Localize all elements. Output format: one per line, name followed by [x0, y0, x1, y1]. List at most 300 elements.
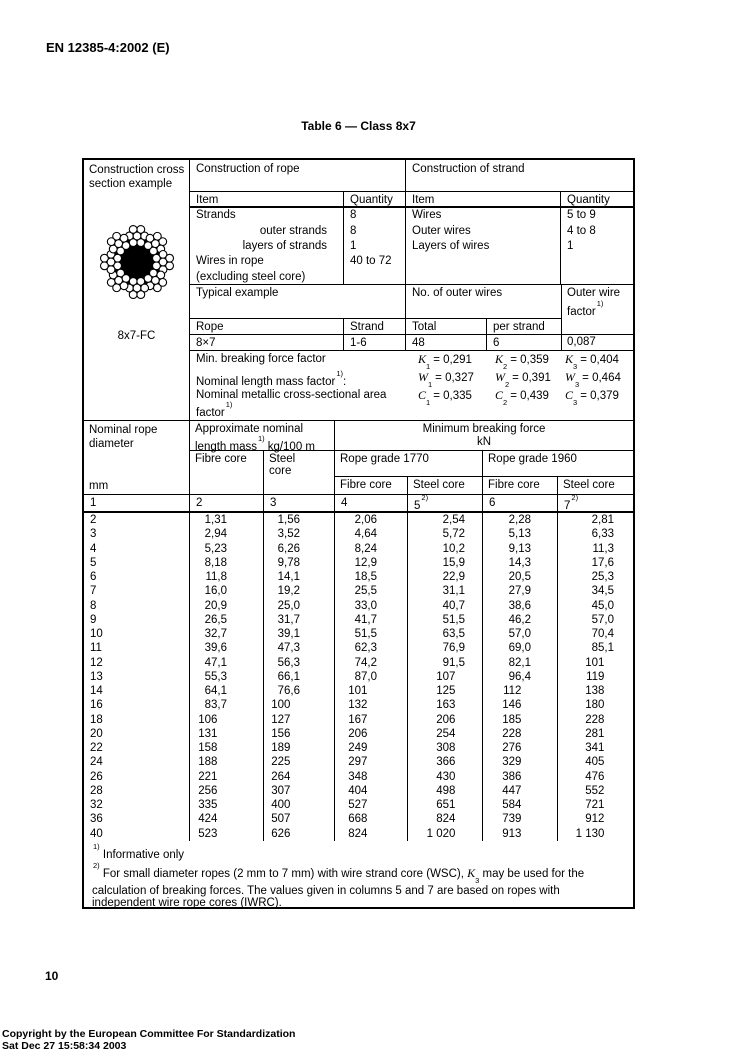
- value-cell: [190, 755, 264, 769]
- cell-value: 138: [585, 685, 605, 697]
- cell-value: 127: [271, 713, 291, 726]
- value-cell: [408, 641, 483, 655]
- footnote-1-text: Informative only: [102, 848, 185, 861]
- cell-value: 18: [90, 713, 103, 726]
- column-number-text: 7: [564, 499, 571, 512]
- factor-row: [190, 389, 633, 420]
- cell-value: 87,0: [354, 670, 377, 683]
- value-cell: [558, 599, 633, 613]
- table-row: [84, 684, 633, 698]
- value-cell: [408, 584, 483, 598]
- diameter-header: Nominal rope diameter: [89, 424, 158, 450]
- value-cell: [264, 827, 335, 841]
- table-row: [84, 670, 633, 684]
- factor-row: [190, 353, 633, 371]
- cell-value: 424: [198, 813, 218, 826]
- construction-header-row: [190, 160, 633, 192]
- cell-value: 405: [585, 756, 605, 769]
- outer-wire-factor-value: 0,087: [561, 335, 633, 350]
- value-cell: [335, 670, 408, 684]
- factor-value: [561, 389, 633, 420]
- standard-reference: EN 12385-4:2002 (E): [46, 40, 170, 55]
- factor-label-text: Nominal length mass factor: [196, 375, 336, 388]
- factor-label: [190, 353, 406, 371]
- factor-symbol: C: [495, 387, 504, 402]
- footnote-2: [92, 861, 621, 910]
- cell-value: 11,8: [205, 571, 227, 583]
- value-cell: [190, 656, 264, 670]
- value-cell: [483, 798, 558, 812]
- cell-value: 281: [585, 727, 605, 740]
- factor-number: = 0,327: [435, 371, 474, 384]
- cross-section-label: Construction cross section example: [89, 164, 185, 190]
- factor-subscript: 2: [503, 397, 508, 407]
- value-cell: [483, 827, 558, 841]
- value-cell: [483, 684, 558, 698]
- table-row: [84, 798, 633, 812]
- cell-value: 83,7: [204, 699, 227, 712]
- cell-value: 163: [436, 699, 456, 712]
- factor-number: = 0,391: [512, 371, 551, 384]
- value-cell: [408, 812, 483, 826]
- grade-1960-header: Rope grade 1960: [488, 453, 577, 465]
- value-cell: [483, 542, 558, 556]
- cell-value: 12,9: [354, 556, 377, 569]
- table-row: [84, 698, 633, 712]
- value-cell: [190, 684, 264, 698]
- table-row: [84, 570, 633, 584]
- cell-value: 264: [271, 770, 291, 783]
- value-cell: [335, 784, 408, 798]
- force-header: [335, 421, 633, 451]
- factor-symbol: K: [565, 352, 574, 367]
- cell-value: 146: [502, 699, 522, 712]
- cell-value: 63,5: [442, 628, 465, 640]
- factor-symbol: C: [418, 387, 427, 402]
- table-row: [84, 741, 633, 755]
- cell-value: 2,06: [354, 514, 377, 526]
- value-cell: [264, 613, 335, 627]
- cell-value: 8: [90, 599, 97, 612]
- column-number-text: 5: [414, 499, 421, 512]
- value-cell: [264, 641, 335, 655]
- value-cell: [190, 556, 264, 570]
- cell-value: 6,26: [277, 542, 300, 555]
- cell-value: 107: [436, 670, 456, 683]
- column-number-text: 6: [489, 497, 496, 509]
- cell-value: 523: [198, 827, 218, 840]
- diameter-cell: [84, 684, 190, 698]
- table-row: [84, 556, 633, 570]
- cell-value: 14: [90, 685, 103, 697]
- table-row: [84, 713, 633, 727]
- cell-value: 297: [348, 756, 368, 769]
- table-row: [84, 727, 633, 741]
- cell-value: 6: [90, 571, 97, 583]
- cell-value: 6,33: [591, 528, 614, 541]
- cell-value: 55,3: [204, 670, 227, 683]
- table-row: [84, 770, 633, 784]
- cell-value: 5,13: [508, 528, 531, 541]
- force-core-subheaders: [335, 477, 633, 494]
- cell-value: 2: [90, 514, 97, 526]
- diameter-cell: [84, 812, 190, 826]
- mass-column-group: [190, 421, 335, 494]
- cell-value: 228: [502, 727, 522, 740]
- value-cell: [558, 827, 633, 841]
- cell-value: 2,28: [508, 514, 531, 526]
- value-cell: [190, 670, 264, 684]
- cell-value: 39,6: [204, 642, 227, 655]
- factor-symbol: W: [495, 369, 505, 384]
- per-strand-col-header: per strand: [493, 321, 545, 334]
- cell-value: 507: [271, 813, 291, 826]
- cell-value: 38,6: [508, 599, 531, 612]
- value-cell: [264, 599, 335, 613]
- factor-number: = 0,439: [510, 389, 549, 402]
- factor-label-text: Nominal metallic cross-sectional area factor: [196, 388, 387, 419]
- strand-construction-header: Construction of strand: [412, 163, 525, 175]
- value-cell: [483, 599, 558, 613]
- factor-number: = 0,379: [580, 389, 619, 402]
- value-cell: [558, 755, 633, 769]
- value-cell: [190, 641, 264, 655]
- cell-value: 225: [271, 756, 291, 769]
- cell-value: 7: [90, 585, 97, 598]
- value-cell: [335, 556, 408, 570]
- diameter-cell: [84, 542, 190, 556]
- value-cell: [408, 684, 483, 698]
- value-cell: [558, 513, 633, 527]
- cell-value: 249: [348, 742, 368, 754]
- cell-value: 404: [348, 784, 368, 797]
- cell-value: 206: [348, 727, 368, 740]
- column-number-text: 1: [90, 497, 97, 509]
- value-cell: [264, 670, 335, 684]
- cell-value: 626: [271, 827, 291, 840]
- diameter-cell: [84, 784, 190, 798]
- cell-value: 824: [348, 827, 368, 840]
- value-cell: [264, 542, 335, 556]
- cell-value: 1,31: [204, 514, 227, 526]
- value-cell: [558, 684, 633, 698]
- cell-value: 31,7: [277, 613, 300, 626]
- rope-col-header: Rope: [190, 319, 344, 334]
- diameter-cell: [84, 570, 190, 584]
- cell-value: 40: [90, 827, 103, 840]
- cell-value: 76,6: [277, 685, 300, 697]
- cell-value: 1 130: [575, 827, 605, 840]
- value-cell: [264, 627, 335, 641]
- construction-quantity: 1: [567, 240, 574, 253]
- footnote-marker: 2): [421, 493, 429, 502]
- value-cell: [190, 798, 264, 812]
- cell-value: 584: [502, 799, 522, 811]
- value-cell: [558, 641, 633, 655]
- value-cell: [408, 527, 483, 541]
- construction-item: outer strands: [259, 224, 327, 237]
- rope-cross-section-drawing: [99, 224, 175, 300]
- footnotes: [84, 841, 633, 913]
- cell-value: 25,3: [591, 571, 614, 583]
- cell-value: 57,0: [508, 628, 531, 640]
- cell-value: 167: [348, 713, 368, 726]
- value-cell: [335, 713, 408, 727]
- construction-item: (excluding steel core): [196, 270, 306, 283]
- value-cell: [335, 755, 408, 769]
- construction-item: Wires in rope: [196, 255, 264, 268]
- value-cell: [264, 698, 335, 712]
- footnote-marker: 1): [93, 842, 100, 851]
- cell-value: 10: [90, 628, 103, 640]
- factor-number: = 0,335: [433, 389, 472, 402]
- construction-item: Wires: [412, 209, 442, 222]
- cell-value: 112: [503, 685, 522, 697]
- cell-value: 206: [436, 713, 456, 726]
- cell-value: 62,3: [354, 642, 377, 655]
- diameter-cell: [84, 713, 190, 727]
- diameter-cell: [84, 641, 190, 655]
- value-cell: [335, 684, 408, 698]
- value-cell: [264, 755, 335, 769]
- cell-value: 158: [198, 742, 218, 754]
- strand-col-header: Strand: [344, 319, 406, 334]
- value-cell: [558, 784, 633, 798]
- construction-item: Outer wires: [412, 224, 471, 237]
- value-cell: [558, 570, 633, 584]
- diameter-unit: mm: [89, 480, 109, 492]
- column-number: [84, 495, 190, 511]
- footnote-1: [92, 842, 621, 861]
- per-strand-value: 6: [493, 337, 500, 350]
- diameter-cell: [84, 798, 190, 812]
- cell-value: 66,1: [277, 670, 300, 683]
- value-cell: [408, 570, 483, 584]
- construction-quantity: 40 to 72: [350, 255, 392, 268]
- mass-header: [190, 421, 334, 454]
- value-cell: [483, 713, 558, 727]
- cell-value: 3: [90, 528, 97, 541]
- value-cell: [558, 770, 633, 784]
- value-cell: [408, 513, 483, 527]
- diameter-cell: [84, 599, 190, 613]
- value-cell: [483, 570, 558, 584]
- total-col-header: Total: [406, 319, 487, 334]
- cell-value: 91,5: [442, 656, 465, 669]
- table-row: [84, 584, 633, 598]
- value-cell: [264, 727, 335, 741]
- strand-item-header: Item: [406, 192, 561, 206]
- value-cell: [190, 627, 264, 641]
- mass-core-subheaders: [190, 451, 334, 494]
- cell-value: 276: [502, 742, 522, 754]
- value-cell: [408, 698, 483, 712]
- cell-value: 5,72: [442, 528, 465, 541]
- cell-value: 70,4: [591, 628, 614, 640]
- diameter-cell: [84, 727, 190, 741]
- fibre-core-header: Fibre core: [190, 451, 264, 494]
- table-title: Table 6 — Class 8x7: [301, 119, 416, 133]
- value-cell: [483, 698, 558, 712]
- value-cell: [558, 542, 633, 556]
- value-cell: [558, 613, 633, 627]
- typical-example-header: Typical example: [190, 285, 406, 318]
- cell-value: 9,13: [508, 542, 531, 555]
- table-row: [84, 599, 633, 613]
- cell-value: 76,9: [442, 642, 465, 655]
- cell-value: 913: [502, 827, 522, 840]
- cell-value: 19,2: [277, 585, 300, 598]
- grade-1770-header: Rope grade 1770: [335, 451, 483, 476]
- cell-value: 17,6: [591, 556, 614, 569]
- cell-value: 5: [90, 556, 97, 569]
- value-cell: [264, 812, 335, 826]
- rope-designation: 8x7-FC: [117, 330, 156, 342]
- value-cell: [408, 798, 483, 812]
- fibre-core-header: Fibre core: [335, 477, 408, 494]
- diameter-cell: [84, 527, 190, 541]
- rope-items-cell: [190, 208, 344, 284]
- value-cell: [408, 784, 483, 798]
- factor-subscript: 1: [428, 379, 433, 389]
- column-number-text: 2: [196, 497, 203, 509]
- factor-subscript: 3: [575, 379, 580, 389]
- factor-label-text: Min. breaking force factor: [196, 353, 326, 366]
- table-row: [84, 656, 633, 670]
- table-row: [84, 527, 633, 541]
- cell-value: 498: [436, 784, 456, 797]
- cell-value: 18,5: [354, 571, 377, 583]
- cell-value: 26,5: [204, 613, 227, 626]
- footnote-marker: 1): [225, 399, 233, 409]
- cell-value: 14,3: [508, 556, 531, 569]
- cell-value: 28: [90, 784, 103, 797]
- cell-value: 335: [198, 799, 218, 811]
- cell-value: 13: [90, 670, 103, 683]
- value-cell: [264, 527, 335, 541]
- cell-value: 96,4: [508, 670, 531, 683]
- cell-value: 3,52: [277, 528, 300, 541]
- cell-value: 36: [90, 813, 103, 826]
- value-cell: [190, 599, 264, 613]
- column-number: [558, 495, 633, 511]
- cell-value: 101: [585, 656, 605, 669]
- value-cell: [335, 770, 408, 784]
- value-cell: [558, 556, 633, 570]
- value-cell: [264, 584, 335, 598]
- value-cell: [264, 513, 335, 527]
- cell-value: 9: [90, 613, 97, 626]
- cell-value: 308: [436, 742, 456, 754]
- value-cell: [483, 727, 558, 741]
- cell-value: 256: [198, 784, 218, 797]
- cell-value: 447: [502, 784, 522, 797]
- value-cell: [190, 812, 264, 826]
- class-8x7-table: [82, 158, 635, 909]
- cell-value: 651: [436, 799, 456, 811]
- strand-items-cell: [406, 208, 561, 284]
- diameter-cell: [84, 613, 190, 627]
- table-row: [84, 784, 633, 798]
- cell-value: 9,78: [277, 556, 300, 569]
- factor-label: [190, 389, 406, 420]
- value-cell: [558, 627, 633, 641]
- factor-value: [406, 389, 487, 420]
- factor-value: [487, 371, 561, 389]
- cell-value: 82,1: [508, 656, 531, 669]
- value-cell: [190, 741, 264, 755]
- value-cell: [190, 542, 264, 556]
- cell-value: 51,5: [354, 628, 377, 640]
- value-cell: [335, 542, 408, 556]
- value-cell: [408, 613, 483, 627]
- footnote-2-text-pre: For small diameter ropes (2 mm to 7 mm) with wire strand core (WSC),: [102, 868, 468, 881]
- cell-value: 188: [198, 756, 218, 769]
- rope-item-header: Item: [190, 192, 344, 206]
- cell-value: 132: [348, 699, 368, 712]
- cell-value: 27,9: [508, 585, 531, 598]
- column-number: [483, 495, 558, 511]
- value-cell: [335, 584, 408, 598]
- copyright-notice: [2, 1029, 295, 1052]
- cell-value: 32: [90, 799, 103, 811]
- value-cell: [558, 727, 633, 741]
- item-quantity-header-row: [190, 192, 633, 208]
- cell-value: 47,3: [277, 642, 300, 655]
- footnote-marker: 2): [93, 861, 100, 871]
- mass-unit: kg/100 m: [267, 441, 315, 454]
- factor-symbol: W: [565, 369, 575, 384]
- cell-value: 341: [585, 742, 605, 754]
- value-cell: [483, 527, 558, 541]
- cell-value: 1,56: [277, 514, 300, 526]
- value-cell: [264, 684, 335, 698]
- column-number: [335, 495, 408, 511]
- value-cell: [483, 656, 558, 670]
- value-cell: [408, 755, 483, 769]
- factor-symbol: K: [495, 352, 504, 367]
- cell-value: 156: [271, 727, 291, 740]
- cell-value: 16,0: [204, 585, 227, 598]
- construction-quantity: 8: [350, 209, 357, 222]
- cell-value: 106: [198, 713, 218, 726]
- cell-value: 25,0: [277, 599, 300, 612]
- cell-value: 10,2: [442, 542, 465, 555]
- cell-value: 5,23: [204, 542, 227, 555]
- value-cell: [190, 513, 264, 527]
- footnote-marker: 2): [571, 493, 579, 502]
- value-cell: [190, 727, 264, 741]
- value-cell: [335, 527, 408, 541]
- construction-quantity: 8: [350, 224, 357, 237]
- strand-value: 1-6: [344, 335, 406, 350]
- cell-value: 11: [90, 642, 102, 655]
- value-cell: [483, 784, 558, 798]
- value-cell: [335, 741, 408, 755]
- steel-core-label: Steel core: [269, 453, 296, 477]
- factor-value: [487, 389, 561, 420]
- value-cell: [408, 599, 483, 613]
- size-table-body: [84, 513, 633, 841]
- diameter-cell: [84, 670, 190, 684]
- cell-value: 14,1: [277, 571, 300, 583]
- steel-core-header: Steel core: [563, 479, 615, 491]
- cell-value: 15,9: [442, 556, 465, 569]
- force-header-label: Minimum breaking force: [422, 423, 546, 435]
- table-row: [84, 827, 633, 841]
- k-symbol: K: [467, 866, 476, 881]
- value-cell: [558, 812, 633, 826]
